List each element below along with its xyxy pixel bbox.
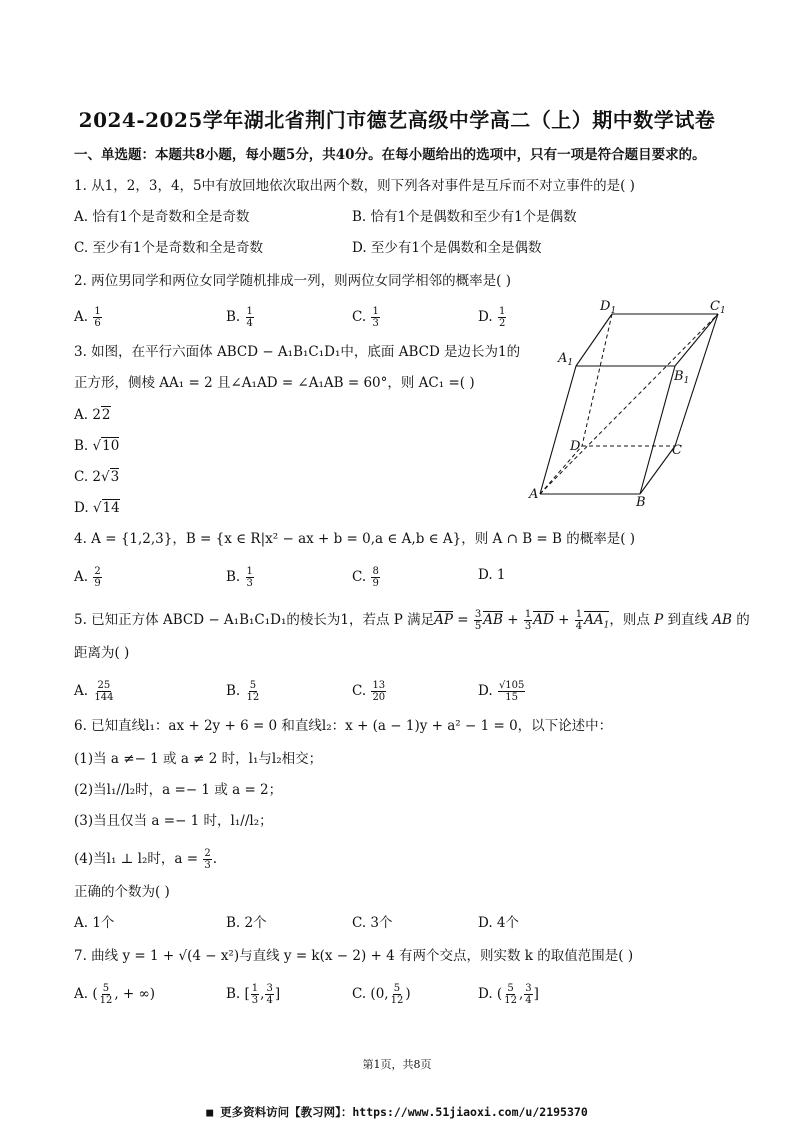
- q6-option-a: A. 1个: [74, 915, 115, 931]
- q3-option-c: C. 2√3: [74, 469, 120, 485]
- q4-option-a: A. $\frac{2}{9}$: [74, 566, 101, 589]
- section-heading: 一、单选题：本题共8小题，每小题5分，共40分。在每小题给出的选项中，只有一项是符合题目要求的。: [74, 147, 706, 163]
- q1-option-c: C. 至少有1个是奇数和全是奇数: [74, 240, 264, 256]
- question-3-stem-line1: 3. 如图，在平行六面体 ABCD − A₁B₁C₁D₁中，底面 ABCD 是边长为1的: [74, 344, 521, 360]
- question-5-stem-line2: 距离为( ): [74, 645, 130, 661]
- q1-option-d: D. 至少有1个是偶数和全是偶数: [352, 240, 542, 256]
- q4-option-d: D. 1: [478, 567, 506, 583]
- q2-option-c: C. $\frac{1}{3}$: [352, 306, 379, 329]
- question-7-stem: 7. 曲线 y = 1 + √(4 − x²)与直线 y = k(x − 2) + 4 有两个交点，则实数 k 的取值范围是( ): [74, 948, 634, 964]
- q4-option-b: B. $\frac{1}{3}$: [226, 566, 253, 589]
- q5-option-b: B. $\frac{5}{12}$: [226, 680, 260, 703]
- q4-option-c: C. $\frac{8}{9}$: [352, 566, 379, 589]
- label-a: A: [529, 487, 539, 502]
- label-c1: $C_1$: [710, 299, 726, 316]
- label-a1: $A_1$: [558, 351, 574, 368]
- q1-option-a: A. 恰有1个是奇数和全是奇数: [74, 209, 250, 225]
- question-3-stem-line2: 正方形，侧棱 AA₁ = 2 且∠A₁AD = ∠A₁AB = 60°，则 AC₁ =( ): [74, 375, 475, 391]
- q6-statement-3: (3)当且仅当 a =− 1 时，l₁//l₂；: [74, 813, 273, 829]
- q2-option-b: B. $\frac{1}{4}$: [226, 306, 253, 329]
- q6-option-c: C. 3个: [352, 915, 393, 931]
- parallelepiped-figure: [520, 296, 740, 511]
- q3-option-d: D. √14: [74, 500, 120, 516]
- promo-link[interactable]: ■ 更多资料访问【教习网】：https://www.51jiaoxi.com/u/2195370: [206, 1105, 588, 1119]
- q7-option-b: B. [ $\frac{1}{3}$ , $\frac{3}{4}$ ]: [226, 983, 281, 1006]
- label-b: B: [636, 495, 646, 510]
- q5-option-a: A. $\frac{25}{144}$: [74, 680, 114, 703]
- q6-question: 正确的个数为( ): [74, 884, 170, 900]
- q5-option-c: C. $\frac{13}{20}$: [352, 680, 386, 703]
- q6-option-d: D. 4个: [478, 915, 520, 931]
- q2-option-a: A. $\frac{1}{6}$: [74, 306, 101, 329]
- question-4-stem: 4. A = {1,2,3}，B = {x ∈ R|x² − ax + b = 0,a ∈ A,b ∈ A}，则 A ∩ B = B 的概率是( ): [74, 531, 636, 547]
- q1-option-b: B. 恰有1个是偶数和至少有1个是偶数: [352, 209, 577, 225]
- page-footer: 第1页，共8页: [362, 1058, 432, 1071]
- question-5-stem-line1: 5. 已知正方体 ABCD − A₁B₁C₁D₁的棱长为1，若点 P 满足AP = $\frac{3}{5}$ AB + $\frac{1}{3}$ AD + $\frac{1}{4}$ $AA_1$，则点 P 到直线 AB 的: [74, 609, 750, 632]
- q3-option-b: B. √10: [74, 438, 120, 454]
- q6-statement-1: (1)当 a ≠− 1 或 a ≠ 2 时，l₁与l₂相交；: [74, 751, 323, 767]
- label-c: C: [672, 443, 682, 458]
- q3-option-a: A. 22: [74, 407, 111, 423]
- question-1-stem: 1. 从1，2，3，4，5中有放回地依次取出两个数，则下列各对事件是互斥而不对立事件的是( ): [74, 178, 635, 194]
- question-6-stem: 6. 已知直线l₁：ax + 2y + 6 = 0 和直线l₂：x + (a − 1)y + a² − 1 = 0，以下论述中：: [74, 718, 613, 734]
- exam-title: 2024-2025学年湖北省荆门市德艺高级中学高二（上）期中数学试卷: [78, 108, 716, 132]
- q6-statement-4: (4)当l₁ ⊥ l₂时，a = $\frac{2}{3}$ .: [74, 848, 217, 871]
- label-d1: $D_1$: [600, 299, 617, 316]
- q7-option-a: A. ( $\frac{5}{12}$ , + ∞): [74, 983, 156, 1006]
- q2-option-d: D. $\frac{1}{2}$: [478, 306, 506, 329]
- label-b1: $B_1$: [674, 369, 690, 386]
- q7-option-c: C. (0, $\frac{5}{12}$ ): [352, 983, 411, 1006]
- label-d: D: [570, 439, 581, 454]
- q6-option-b: B. 2个: [226, 915, 267, 931]
- q5-option-d: D. $\frac{√105}{15}$: [478, 680, 525, 703]
- q6-statement-2: (2)当l₁//l₂时，a =− 1 或 a = 2；: [74, 782, 283, 798]
- q7-option-d: D. ( $\frac{5}{12}$ , $\frac{3}{4}$ ]: [478, 983, 539, 1006]
- question-2-stem: 2. 两位男同学和两位女同学随机排成一列，则两位女同学相邻的概率是( ): [74, 273, 511, 289]
